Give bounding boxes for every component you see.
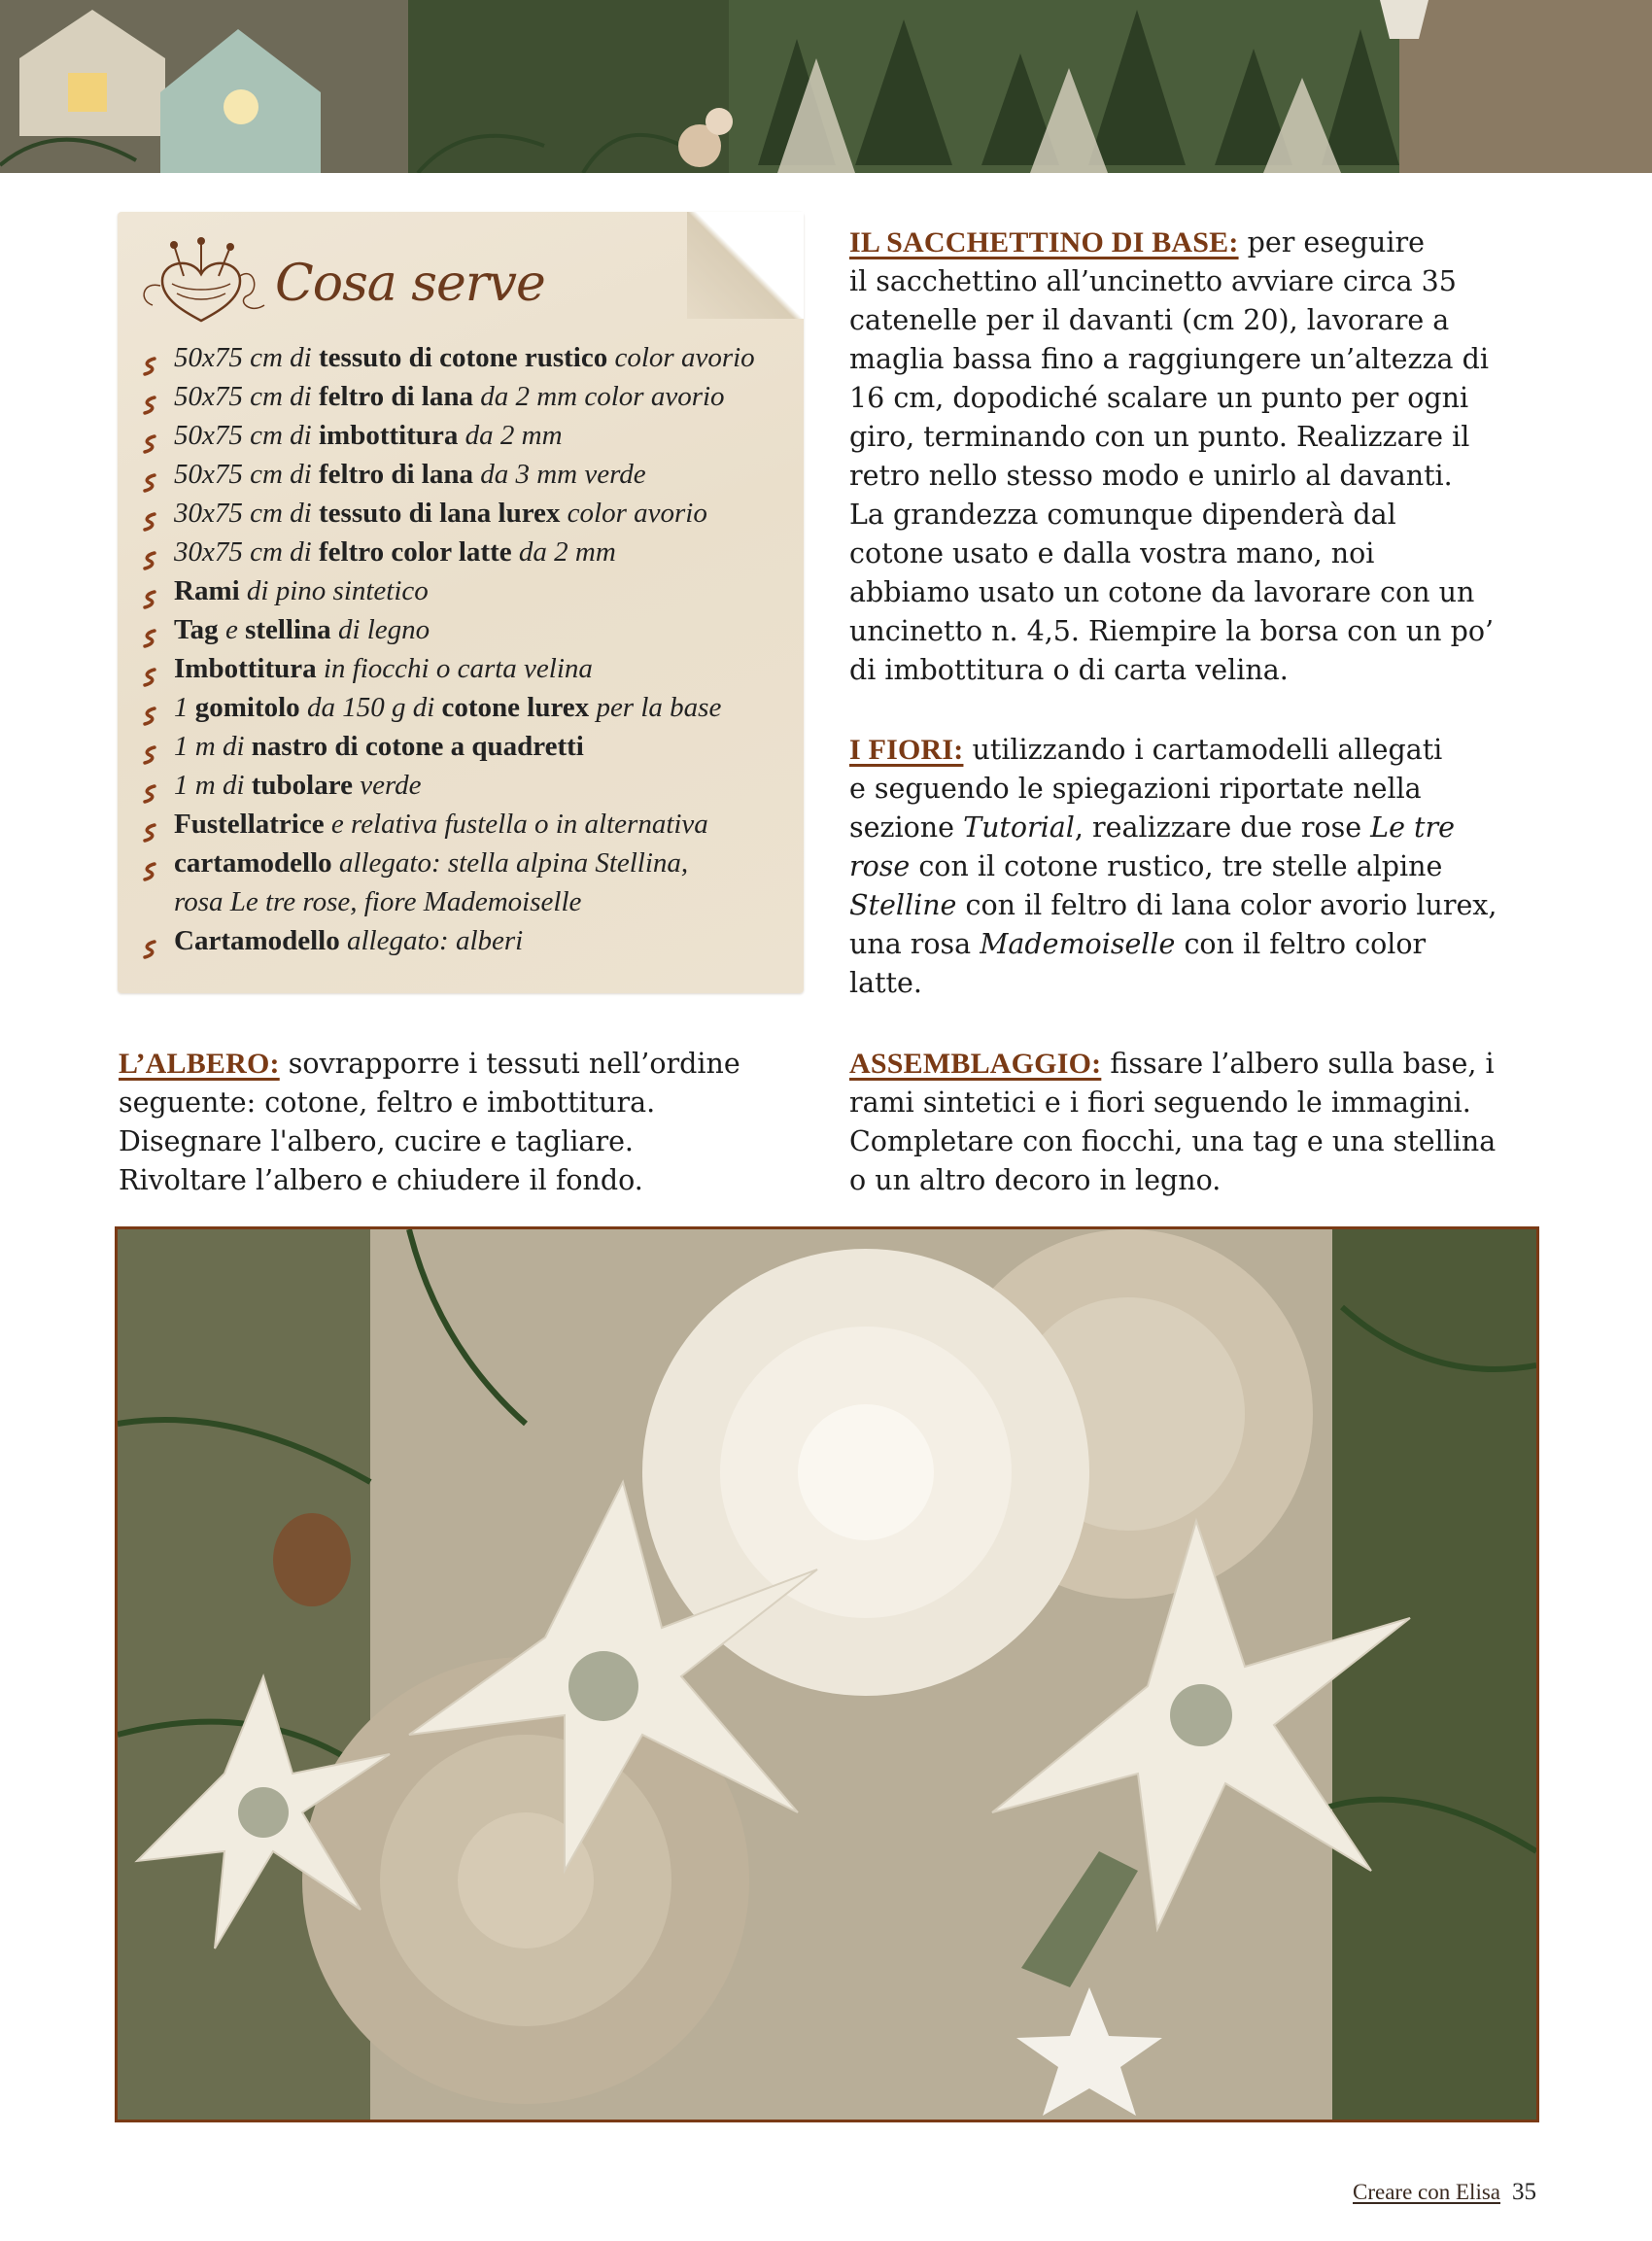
text-line [849, 809, 1497, 847]
text-line [849, 964, 1497, 1003]
material-name: feltro di lana [319, 381, 473, 412]
section-heading: IL SACCHETTINO DI BASE: [849, 226, 1239, 259]
text-line [849, 925, 1497, 964]
text-run: Rivoltare l’albero e chiudere il fondo. [119, 1164, 643, 1196]
page-number: 35 [1512, 2179, 1536, 2205]
section-heading: I FIORI: [849, 734, 964, 766]
text-run: di imbottitura o di carta velina. [849, 654, 1289, 686]
text-run: fissare l’albero sulla base, i [1101, 1048, 1495, 1080]
materials-list [135, 338, 755, 960]
text-run: sezione [849, 811, 964, 844]
material-item [135, 416, 755, 455]
text-run: una rosa [849, 928, 981, 960]
header-photo [0, 0, 1652, 173]
text-run: Disegnare l'albero, cucire e tagliare. [119, 1125, 634, 1157]
bullet-icon [143, 659, 156, 678]
bullet-icon [143, 737, 156, 756]
material-item [135, 649, 755, 688]
section-albero [119, 1045, 740, 1200]
text-run: , realizzare due rose [1074, 811, 1371, 844]
material-name: Cartamodello [174, 925, 340, 956]
text-line [849, 1045, 1496, 1084]
header-photo-illustration [0, 0, 1652, 173]
text-line [119, 1045, 740, 1084]
bullet-icon [143, 776, 156, 795]
material-name: tessuto di lana lurex [319, 498, 561, 529]
material-detail: allegato: alberi [339, 925, 524, 956]
material-item [135, 377, 755, 416]
text-line [849, 612, 1494, 651]
material-name: feltro di lana [319, 459, 473, 490]
page-footer [1353, 2179, 1536, 2206]
text-run: catenelle per il davanti (cm 20), lavorare a [849, 304, 1450, 336]
material-detail: 1 m di [174, 770, 252, 801]
material-detail: 50x75 cm di [174, 459, 319, 490]
text-line [849, 418, 1494, 457]
text-run: per eseguire [1238, 226, 1425, 259]
text-run: o un altro decoro in legno. [849, 1164, 1222, 1196]
material-detail: di legno [330, 614, 430, 645]
text-run: Completare con fiocchi, una tag e una stellina [849, 1125, 1497, 1157]
material-item [135, 882, 755, 921]
text-line [849, 340, 1494, 379]
text-line [849, 1122, 1496, 1161]
text-line [849, 262, 1494, 301]
text-line [849, 770, 1497, 809]
material-detail: da 150 g di [299, 692, 442, 723]
text-run: con il cotone rustico, tre stelle alpine [910, 850, 1443, 882]
material-detail: e [218, 614, 246, 645]
material-name: tessuto di cotone rustico [319, 342, 608, 373]
text-run: con il feltro di lana color avorio lurex, [956, 889, 1497, 921]
text-run: 16 cm, dopodiché scalare un punto per ogni [849, 382, 1469, 414]
bullet-icon [143, 698, 156, 717]
text-line [849, 301, 1494, 340]
text-run: abbiamo usato un cotone da lavorare con un [849, 576, 1475, 608]
text-line [849, 534, 1494, 573]
text-line [849, 224, 1494, 262]
text-line [119, 1122, 740, 1161]
bullet-icon [143, 387, 156, 406]
pincushion-icon [133, 237, 269, 325]
material-name: cartamodello [174, 847, 332, 879]
material-name: feltro color latte [319, 536, 512, 568]
material-name: Tag [174, 614, 219, 645]
text-line [849, 1161, 1496, 1200]
materials-card [118, 212, 804, 993]
section-fiori [849, 731, 1497, 1003]
section-sacchettino [849, 224, 1494, 690]
section-assemblaggio [849, 1045, 1496, 1200]
text-run: cotone usato e dalla vostra mano, noi [849, 537, 1375, 569]
text-line [849, 457, 1494, 496]
text-run: con il feltro color [1175, 928, 1427, 960]
material-name: Rami [174, 575, 240, 606]
material-item [135, 921, 755, 960]
italic-term: Mademoiselle [980, 928, 1176, 960]
text-run: retro nello stesso modo e unirlo al davanti. [849, 460, 1453, 492]
flowers-photo-illustration [118, 1229, 1536, 2120]
text-run: seguente: cotone, feltro e imbottitura. [119, 1086, 656, 1119]
italic-term: Tutorial [963, 811, 1075, 844]
text-line [849, 731, 1497, 770]
text-line [119, 1084, 740, 1122]
text-run: latte. [849, 967, 922, 999]
section-heading: ASSEMBLAGGIO: [849, 1048, 1102, 1080]
material-detail: color avorio [607, 342, 755, 373]
text-run: sovrapporre i tessuti nell’ordine [279, 1048, 740, 1080]
material-detail: rosa Le tre rose, fiore Mademoiselle [174, 886, 582, 917]
bullet-icon [143, 853, 156, 873]
material-detail: per la base [589, 692, 722, 723]
text-line [849, 1084, 1496, 1122]
text-line [849, 496, 1494, 534]
material-detail: 50x75 cm di [174, 420, 319, 451]
material-detail: 1 [174, 692, 195, 723]
material-detail: 30x75 cm di [174, 498, 319, 529]
bullet-icon [143, 465, 156, 484]
bullet-icon [143, 581, 156, 601]
material-item [135, 805, 755, 844]
material-detail: da 2 mm [511, 536, 616, 568]
text-line [119, 1161, 740, 1200]
material-detail: verde [352, 770, 422, 801]
material-detail: 50x75 cm di [174, 381, 319, 412]
bullet-icon [143, 620, 156, 639]
material-name: Fustellatrice [174, 809, 325, 840]
text-run: uncinetto n. 4,5. Riempire la borsa con un po’ [849, 615, 1495, 647]
material-name: gomitolo [194, 692, 300, 723]
material-name: tubolare [251, 770, 353, 801]
material-detail: da 2 mm [458, 420, 563, 451]
card-header [129, 225, 615, 313]
material-item [135, 688, 755, 727]
bullet-icon [143, 503, 156, 523]
magazine-name: Creare con Elisa [1353, 2180, 1500, 2204]
material-name: stellina [245, 614, 331, 645]
bullet-icon [143, 426, 156, 445]
text-run: maglia bassa fino a raggiungere un’altezza di [849, 343, 1489, 375]
text-line [849, 651, 1494, 690]
flowers-photo [115, 1226, 1539, 2122]
bullet-icon [143, 542, 156, 562]
text-run: La grandezza comunque dipenderà dal [849, 499, 1396, 531]
text-line [849, 886, 1497, 925]
material-item [135, 533, 755, 571]
material-detail: di pino sintetico [239, 575, 429, 606]
material-item [135, 610, 755, 649]
bullet-icon [143, 348, 156, 367]
bullet-icon [143, 814, 156, 834]
material-detail: allegato: stella alpina Stellina, [331, 847, 689, 879]
card-title: Cosa serve [275, 255, 545, 313]
material-detail: 1 m di [174, 731, 252, 762]
material-detail: e relativa fustella o in alternativa [324, 809, 708, 840]
material-detail: 30x75 cm di [174, 536, 319, 568]
material-detail: in fiocchi o carta velina [316, 653, 593, 684]
material-detail: da 3 mm verde [472, 459, 646, 490]
material-name: imbottitura [319, 420, 459, 451]
card-folded-corner [687, 212, 804, 319]
material-detail: color avorio [560, 498, 707, 529]
material-item [135, 727, 755, 766]
text-run: utilizzando i cartamodelli allegati [963, 734, 1443, 766]
text-run: il sacchettino all’uncinetto avviare circa 35 [849, 265, 1457, 297]
material-name: nastro di cotone a quadretti [251, 731, 584, 762]
material-item [135, 571, 755, 610]
bullet-icon [143, 931, 156, 950]
text-run: giro, terminando con un punto. Realizzare il [849, 421, 1470, 453]
material-detail: da 2 mm color avorio [472, 381, 725, 412]
text-line [849, 573, 1494, 612]
material-item [135, 844, 755, 882]
text-line [849, 847, 1497, 886]
section-heading: L’ALBERO: [119, 1048, 280, 1080]
material-item [135, 494, 755, 533]
italic-term: Stelline [849, 889, 957, 921]
material-name: Imbottitura [174, 653, 317, 684]
material-item [135, 455, 755, 494]
material-item [135, 338, 755, 377]
italic-term: rose [849, 850, 911, 882]
material-name: cotone lurex [441, 692, 590, 723]
text-run: rami sintetici e i fiori seguendo le immagini. [849, 1086, 1471, 1119]
material-detail: 50x75 cm di [174, 342, 319, 373]
italic-term: Le tre [1370, 811, 1455, 844]
text-line [849, 379, 1494, 418]
material-item [135, 766, 755, 805]
text-run: e seguendo le spiegazioni riportate nella [849, 773, 1422, 805]
